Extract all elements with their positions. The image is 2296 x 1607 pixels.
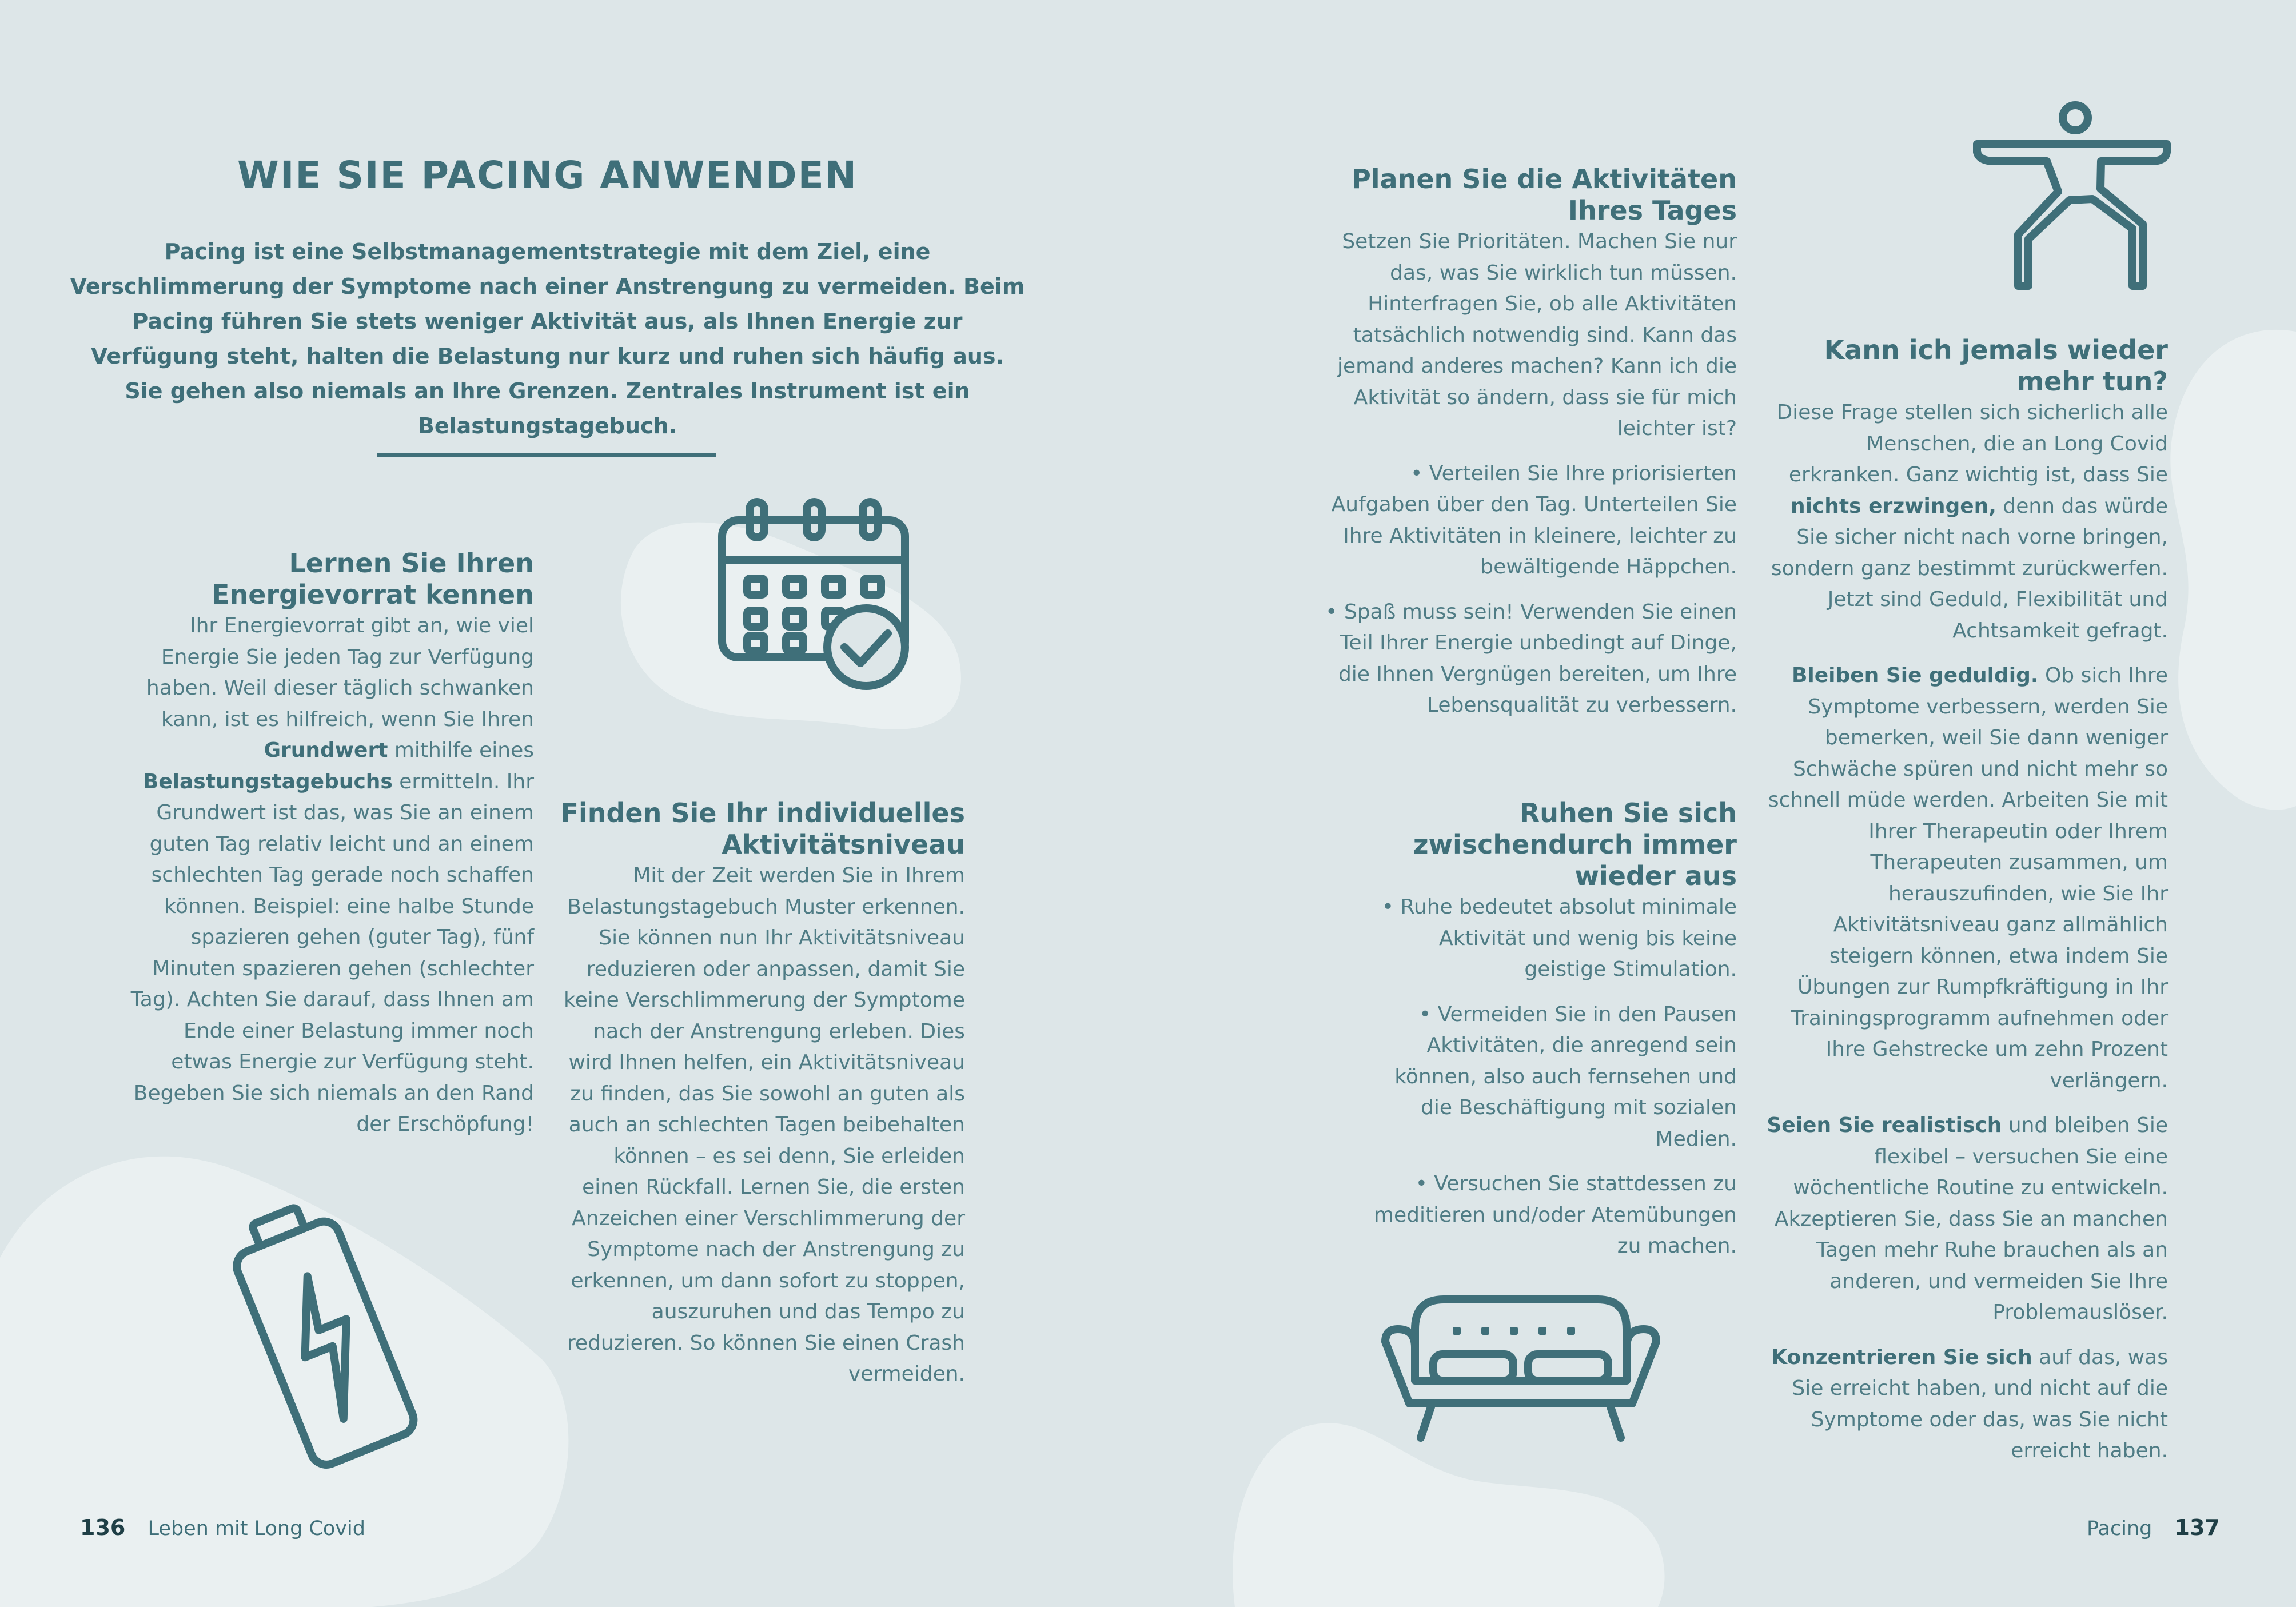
- intro-paragraph: Pacing ist eine Selbstmanagementstrategie mit dem Ziel, eine Verschlimmerung der Symptome nach einer Anstrengung zu vermeiden. Beim Pacing führen Sie stets weniger Aktivität aus, als Ihnen Energie zur Verfügung steht, halten die Belastung nur kurz und ruhen sich häufig aus. Sie gehen also niemals an Ihre Grenzen. Zentrales Instrument ist ein Belastungstagebuch.: [70, 239, 1025, 438]
- page-title: WIE SIE PACING ANWENDEN: [237, 153, 858, 197]
- bullet-item: • Vermeiden Sie in den Pausen Aktivitäten, die anregend sein können, also auch fernsehen und die Beschäftigung mit sozialen Medien.: [1394, 1002, 1737, 1151]
- bullet-item: • Spaß muss sein! Verwenden Sie einen Teil Ihrer Energie unbedingt auf Dinge, die Ihnen Vergnügen bereiten, um Ihre Lebensqualität zu verbessern.: [1325, 600, 1737, 717]
- calendar-check-icon: [718, 497, 915, 692]
- footer-right: [2087, 1515, 2220, 1540]
- section-ruhen: [1361, 797, 1737, 1262]
- book-title: Leben mit Long Covid: [148, 1517, 365, 1540]
- section-text: Seien Sie realistisch und bleiben Sie flexibel – versuchen Sie eine wöchentliche Routine zu entwickeln. Akzeptieren Sie, dass Sie an manchen Tagen mehr Ruhe brauchen als an anderen, und vermeiden Sie Ihre Problemauslöser.: [1767, 1114, 2168, 1324]
- section-heading: Ruhen Sie sich zwischendurch immer wieder aus: [1413, 797, 1737, 891]
- divider: [377, 453, 716, 457]
- chapter-title: Pacing: [2087, 1517, 2152, 1540]
- section-heading: Finden Sie Ihr individuelles Aktivitätsniveau: [560, 797, 965, 860]
- sofa-icon: [1381, 1295, 1661, 1446]
- page-number: 136: [80, 1515, 126, 1540]
- section-text: Mit der Zeit werden Sie in Ihrem Belastungstagebuch Muster erkennen. Sie können nun Ihr Aktivitätsniveau reduzieren oder anpassen, damit Sie keine Verschlimmerung der Symptome nach der Anstrengung erleben. Dies wird Ihnen helfen, ein Aktivitätsniveau zu finden, das Sie sowohl an guten als auch an schlechten Tagen beibehalten können – es sei denn, Sie erleiden einen Rückfall. Lernen Sie, die ersten Anzeichen einer Verschlimmerung der Symptome nach der Anstrengung zu erkennen, um dann sofort zu stoppen, auszuruhen und das Tempo zu reduzieren. So können Sie einen Crash vermeiden.: [564, 864, 965, 1386]
- section-text: Ihr Energievorrat gibt an, wie viel Energie Sie jeden Tag zur Verfügung haben. Weil dieser täglich schwanken kann, ist es hilfreich, wenn Sie Ihren Grundwert mithilfe eines Belastungstagebuchs ermitteln. Ihr Grundwert ist das, was Sie an einem guten Tag relativ leicht und an einem schlechten Tag gerade noch schaffen können. Beispiel: eine halbe Stunde spazieren gehen (guter Tag), fünf Minuten spazieren gehen (schlechter Tag). Achten Sie darauf, dass Ihnen am Ende einer Belastung immer noch etwas Energie zur Verfügung steht. Begeben Sie sich niemals an den Rand der Erschöpfung!: [130, 614, 534, 1136]
- yoga-pose-icon: [1972, 97, 2173, 292]
- section-aktivitaetsniveau: [555, 797, 965, 1390]
- bullet-item: • Ruhe bedeutet absolut minimale Aktivität und wenig bis keine geistige Stimulation.: [1381, 895, 1737, 981]
- footer-left: [80, 1515, 365, 1540]
- bullet-item: • Versuchen Sie stattdessen zu meditieren und/oder Atemübungen zu machen.: [1373, 1172, 1737, 1258]
- section-heading: Planen Sie die Aktivitäten Ihres Tages: [1352, 164, 1737, 226]
- section-energievorrat: [126, 548, 534, 1141]
- bullet-item: • Verteilen Sie Ihre priorisierten Aufgaben über den Tag. Unterteilen Sie Ihre Aktivitäten in kleinere, leichter zu bewältigende Häppchen.: [1331, 461, 1737, 579]
- section-planen: [1321, 164, 1737, 721]
- battery-icon: [214, 1189, 432, 1475]
- page-number: 137: [2174, 1515, 2220, 1540]
- section-mehr-tun: [1761, 334, 2168, 1467]
- section-text: Konzentrieren Sie sich auf das, was Sie erreicht haben, und nicht auf die Symptome oder das, was Sie nicht erreicht haben.: [1771, 1345, 2168, 1462]
- section-text: Diese Frage stellen sich sicherlich alle Menschen, die an Long Covid erkranken. Ganz wichtig ist, dass Sie nichts erzwingen, denn das würde Sie sicher nicht nach vorne bringen, sondern ganz bestimmt zurückwerfen. Jetzt sind Geduld, Flexibilität und Achtsamkeit gefragt.: [1771, 401, 2168, 643]
- section-heading: Kann ich jemals wieder mehr tun?: [1824, 334, 2168, 397]
- section-text: Setzen Sie Prioritäten. Machen Sie nur das, was Sie wirklich tun müssen. Hinterfragen Sie, ob alle Aktivitäten tatsächlich notwendig sind. Kann das jemand anderes machen? Kann ich die Aktivität so ändern, dass sie für mich leichter ist?: [1337, 230, 1737, 440]
- section-text: Bleiben Sie geduldig. Ob sich Ihre Symptome verbessern, werden Sie bemerken, weil Sie dann weniger Schwäche spüren und nicht mehr so schnell müde werden. Arbeiten Sie mit Ihrer Therapeutin oder Ihrem Therapeuten zusammen, um herauszufinden, wie Sie Ihr Aktivitätsniveau ganz allmählich steigern können, etwa indem Sie Übungen zur Rumpfkräftigung in Ihr Trainingsprogramm aufnehmen oder Ihre Gehstrecke um zehn Prozent verlängern.: [1768, 664, 2168, 1092]
- section-heading: Lernen Sie Ihren Energievorrat kennen: [212, 548, 534, 610]
